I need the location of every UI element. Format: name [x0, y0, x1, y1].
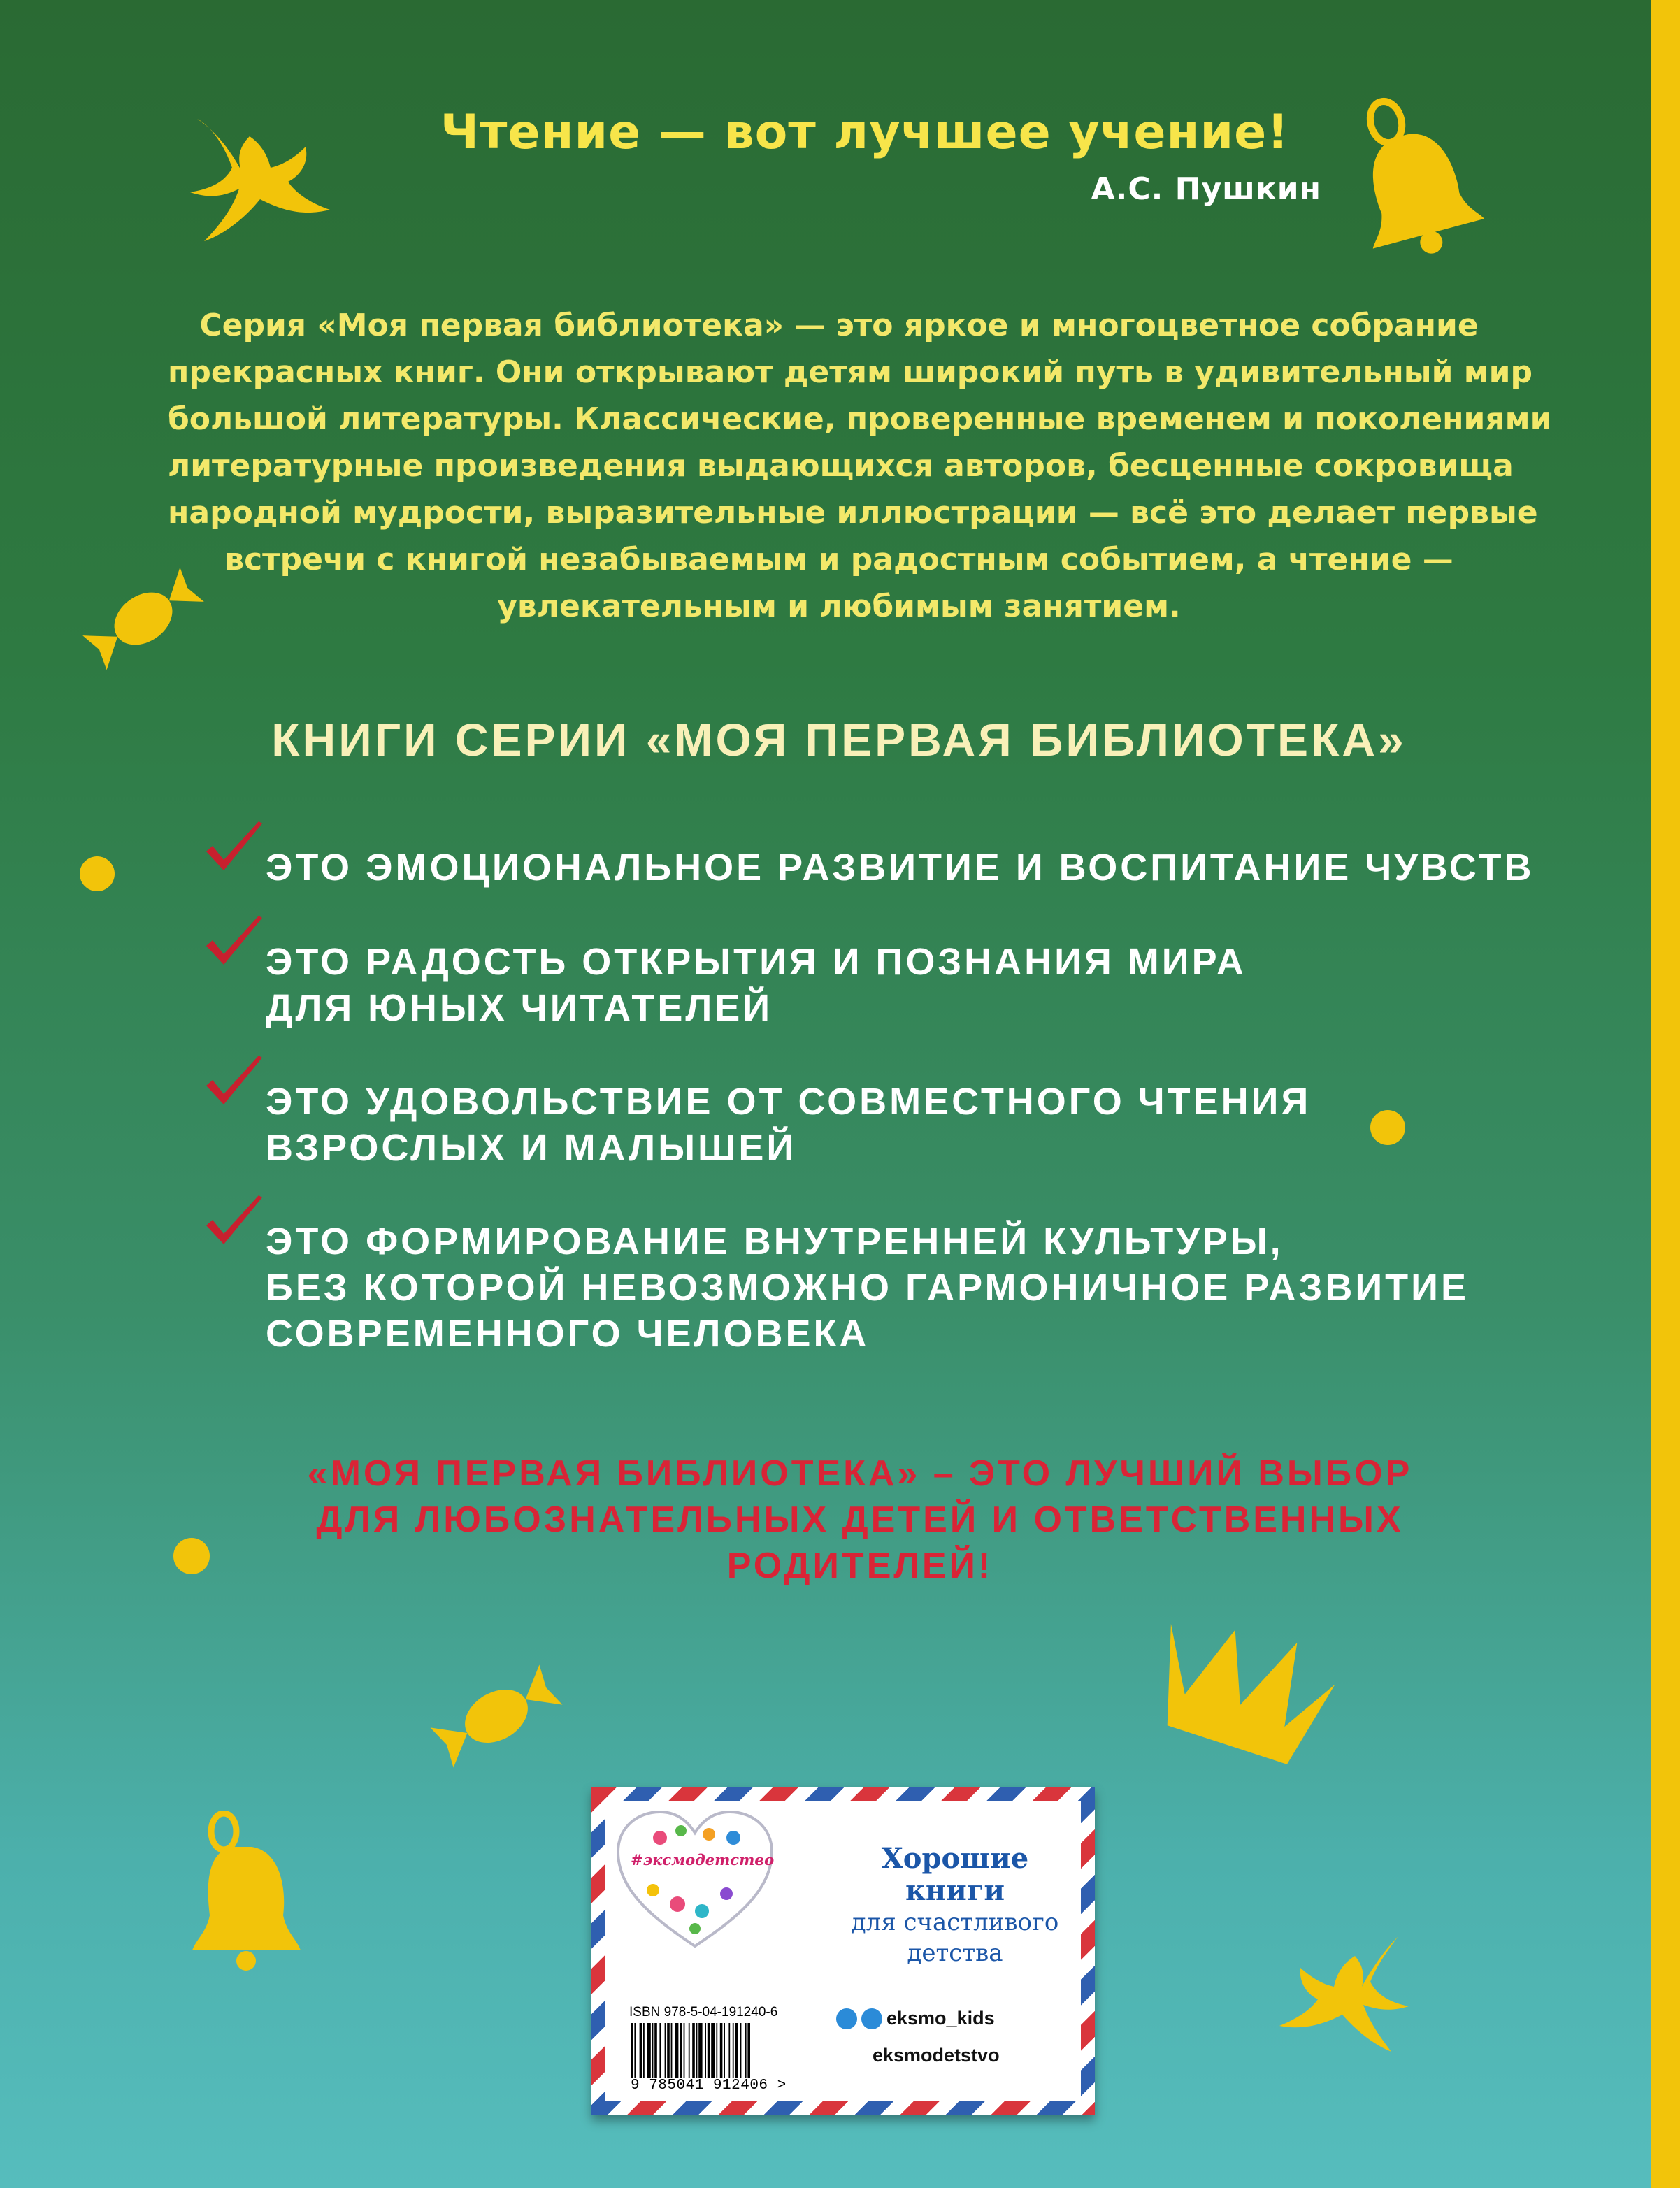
checkmark-icon [203, 818, 266, 881]
series-heading: КНИГИ СЕРИИ «МОЯ ПЕРВАЯ БИБЛИОТЕКА» [271, 714, 1407, 765]
bell-icon [189, 1811, 315, 1985]
hashtag-label: #эксмодетство [631, 1851, 775, 1869]
social-site[interactable]: eksmodetstvo [873, 2045, 1000, 2066]
barcode-bar [692, 2023, 695, 2078]
benefit-line: ВЗРОСЛЫХ И МАЛЫШЕЙ [266, 1127, 797, 1169]
barcode-bar [745, 2023, 747, 2078]
checkmark-icon [203, 1052, 266, 1115]
barcode-bar [667, 2023, 670, 2078]
barcode-bar [705, 2023, 706, 2078]
barcode-bar [711, 2023, 715, 2078]
bell-icon [1346, 91, 1493, 266]
benefit-item [266, 1079, 1311, 1171]
telegram-icon[interactable] [861, 2008, 882, 2029]
benefit-line: СОВРЕМЕННОГО ЧЕЛОВЕКА [266, 1313, 870, 1355]
barcode-bar [671, 2023, 673, 2078]
barcode-number: 9 785041 912406 > [631, 2078, 787, 2094]
publisher-postcard [591, 1787, 1095, 2115]
closing-statement [210, 1451, 1510, 1589]
epigraph-author: А.С. Пушкин [1091, 171, 1321, 207]
benefit-item [266, 939, 1247, 1031]
publisher-slogan [836, 1843, 1074, 1969]
crown-icon [1140, 1608, 1349, 1776]
slogan-line: Хорошие [881, 1842, 1029, 1875]
book-spine-edge [1651, 0, 1680, 2188]
barcode-bar [654, 2023, 657, 2078]
barcode-bar [728, 2023, 730, 2078]
description-line: народной мудрости, выразительные иллюстрации — всё это делает первые [168, 495, 1538, 531]
slogan-line: книги [905, 1874, 1005, 1907]
vk-icon[interactable] [836, 2008, 857, 2029]
isbn-text: ISBN 978-5-04-191240-6 [629, 2005, 778, 2020]
benefit-line: ЭТО ФОРМИРОВАНИЕ ВНУТРЕННЕЙ КУЛЬТУРЫ, [266, 1221, 1284, 1262]
barcode-bar [675, 2023, 678, 2078]
description-line: литературные произведения выдающихся авторов, бесценные сокровища [168, 448, 1514, 484]
checkmark-icon [203, 912, 266, 975]
heart-logo [611, 1806, 779, 1953]
dot-decoration [1370, 1110, 1405, 1145]
benefit-line: ДЛЯ ЮНЫХ ЧИТАТЕЛЕЙ [266, 987, 773, 1029]
barcode-bar [720, 2023, 723, 2078]
dot-decoration [173, 1538, 210, 1574]
barcode-bar [643, 2023, 645, 2078]
barcode-bar [724, 2023, 725, 2078]
dove-icon [1272, 1929, 1412, 2062]
epigraph [440, 105, 1321, 207]
slogan-line: для счастливого [851, 1908, 1059, 1936]
epigraph-text: Чтение — вот лучшее учение! [440, 105, 1290, 160]
barcode-bar [640, 2023, 642, 2078]
benefit-line: ЭТО УДОВОЛЬСТВИЕ ОТ СОВМЕСТНОГО ЧТЕНИЯ [266, 1081, 1312, 1123]
barcode-bar [733, 2023, 734, 2078]
barcode-bar [634, 2023, 636, 2078]
barcode-bar [708, 2023, 710, 2078]
barcode-bar [647, 2023, 650, 2078]
benefit-line: БЕЗ КОТОРОЙ НЕВОЗМОЖНО ГАРМОНИЧНОЕ РАЗВИТИЕ [266, 1267, 1469, 1309]
barcode-bar [631, 2023, 633, 2078]
description-line: прекрасных книг. Они открывают детям широкий путь в удивительный мир [168, 354, 1533, 390]
barcode-bar [652, 2023, 654, 2078]
closing-line: РОДИТЕЛЕЙ! [726, 1546, 993, 1586]
checkmark-icon [203, 1192, 266, 1255]
description-line: увлекательным и любимым занятием. [497, 589, 1181, 624]
barcode-bar [747, 2023, 750, 2078]
benefit-item [266, 1218, 1469, 1357]
postcard-body [605, 1801, 1081, 2101]
barcode-bar [689, 2023, 690, 2078]
series-description [168, 302, 1552, 630]
barcode-bar [716, 2023, 717, 2078]
dot-decoration [80, 856, 115, 891]
barcode-bar [735, 2023, 738, 2078]
description-line: Серия «Моя первая библиотека» — это яркое и многоцветное собрание [199, 308, 1479, 343]
description-line: большой литературы. Классические, проверенные временем и поколениями [168, 401, 1552, 437]
barcode-bar [665, 2023, 666, 2078]
closing-line: «МОЯ ПЕРВАЯ БИБЛИОТЕКА» – ЭТО ЛУЧШИЙ ВЫБОР [307, 1453, 1413, 1494]
barcode-bar [740, 2023, 742, 2078]
social-links [836, 2008, 1000, 2066]
barcode-bar [659, 2023, 661, 2078]
barcode-bar [680, 2023, 682, 2078]
closing-line: ДЛЯ ЛЮБОЗНАТЕЛЬНЫХ ДЕТЕЙ И ОТВЕТСТВЕННЫХ [316, 1499, 1404, 1540]
slogan-line: детства [907, 1939, 1003, 1967]
description-line: встречи с книгой незабываемым и радостным событием, а чтение — [224, 542, 1453, 577]
social-handle[interactable]: eksmo_kids [886, 2008, 995, 2029]
benefit-line: ЭТО РАДОСТЬ ОТКРЫТИЯ И ПОЗНАНИЯ МИРА [266, 941, 1247, 983]
dove-icon [183, 105, 344, 252]
candy-icon [426, 1650, 566, 1783]
barcode-bar [696, 2023, 698, 2078]
benefit-item [266, 844, 1534, 891]
barcode [629, 2023, 839, 2078]
benefit-line: ЭТО ЭМОЦИОНАЛЬНОЕ РАЗВИТИЕ И ВОСПИТАНИЕ ЧУВСТВ [266, 847, 1535, 888]
barcode-bar [698, 2023, 702, 2078]
barcode-bar [684, 2023, 685, 2078]
